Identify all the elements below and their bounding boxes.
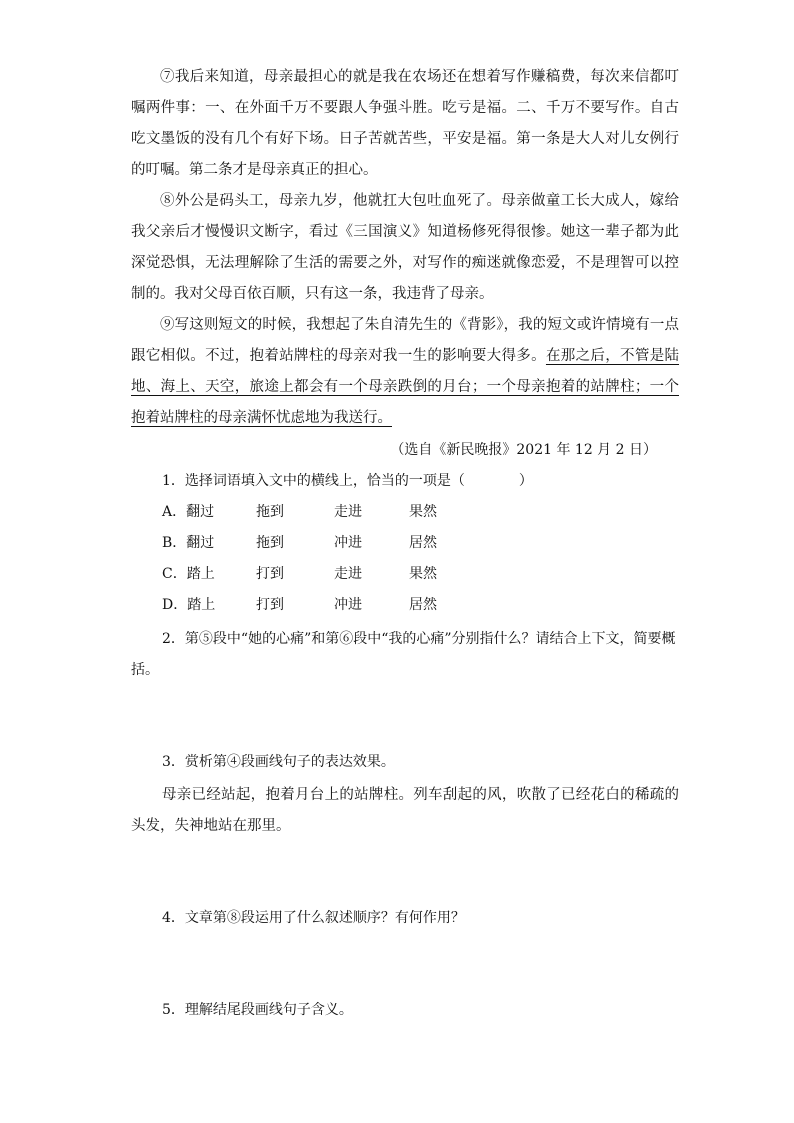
paragraph-8: ⑧外公是码头工，母亲九岁，他就扛大包吐血死了。母亲做童工长大成人，嫁给我父亲后才慢慢识文断字，看过《三国演义》知道杨修死得很惨。她这一辈子都为此深觉恐惧，无法理解除了生活的需要之外，对写作的痴迷就像恋爱，不是理智可以控制的。我对父母百依百顺，只有这一条，我违背了母亲。 <box>131 193 679 302</box>
option-c-word-1: C．踏上 <box>162 566 215 582</box>
question-3: 3．赏析第④段画线句子的表达效果。 <box>162 754 395 770</box>
option-a-word-2: 拖到 <box>256 504 284 520</box>
question-3-quoted-sentence: 母亲已经站起，抱着月台上的站牌柱。列车刮起的风，吹散了已经花白的稀疏的头发，失神地站在那里。 <box>131 787 679 834</box>
question-1-stem-text: 1．选择词语填入文中的横线上，恰当的一项是（ <box>162 473 465 489</box>
option-c-word-4: 果然 <box>409 566 437 582</box>
option-d[interactable] <box>162 591 562 619</box>
paragraph-7: ⑦我后来知道，母亲最担心的就是我在农场还在想着写作赚稿费，每次来信都叮嘱两件事：一、在外面千万不要跟人争强斗胜。吃亏是福。二、千万不要写作。自古吃文墨饭的没有几个有好下场。日子苦就苦些，平安是福。第一条是大人对儿女例行的叮嘱。第二条才是母亲真正的担心。 <box>131 69 679 178</box>
option-b-word-4: 居然 <box>409 535 437 551</box>
option-d-word-4: 居然 <box>409 597 437 613</box>
option-c[interactable] <box>162 560 562 588</box>
paragraph-9-text: ⑨写这则短文的时候，我想起了朱自清先生的《背影》，我的短文或许情境有一点跟它相似。不过，抱着站牌柱的母亲对我一生的影响要大得多。 <box>131 317 679 364</box>
option-b[interactable] <box>162 529 562 557</box>
paragraph-9-underlined-sentence: 在那之后，不管是陆地、海上、天空，旅途上都会有一个母亲跌倒的月台；一个母亲抱着的站牌柱；一个抱着站牌柱的母亲满怀忧虑地为我送行。 <box>131 348 680 426</box>
option-b-word-2: 拖到 <box>256 535 284 551</box>
question-5: 5．理解结尾段画线句子含义。 <box>162 1002 353 1018</box>
question-1-stem-close: ） <box>518 473 533 489</box>
option-b-word-3: 冲进 <box>334 535 362 551</box>
option-a-word-3: 走进 <box>334 504 362 520</box>
option-a[interactable] <box>162 498 562 526</box>
question-2: 2．第⑤段中“她的心痛”和第⑥段中“我的心痛”分别指什么？请结合上下文，简要概括。 <box>131 631 676 678</box>
option-d-word-2: 打到 <box>256 597 284 613</box>
option-c-word-2: 打到 <box>256 566 284 582</box>
option-a-word-4: 果然 <box>409 504 437 520</box>
question-4: 4．文章第⑧段运用了什么叙述顺序？有何作用？ <box>162 910 465 926</box>
paragraph-9 <box>131 310 679 434</box>
option-d-word-3: 冲进 <box>334 597 362 613</box>
option-a-word-1: A．翻过 <box>162 504 215 520</box>
option-c-word-3: 走进 <box>334 566 362 582</box>
question-1-stem <box>162 467 533 495</box>
source-citation: （选自《新民晚报》2021 年 12 月 2 日） <box>390 442 657 458</box>
option-d-word-1: D．踏上 <box>162 597 216 613</box>
option-b-word-1: B．翻过 <box>162 535 215 551</box>
